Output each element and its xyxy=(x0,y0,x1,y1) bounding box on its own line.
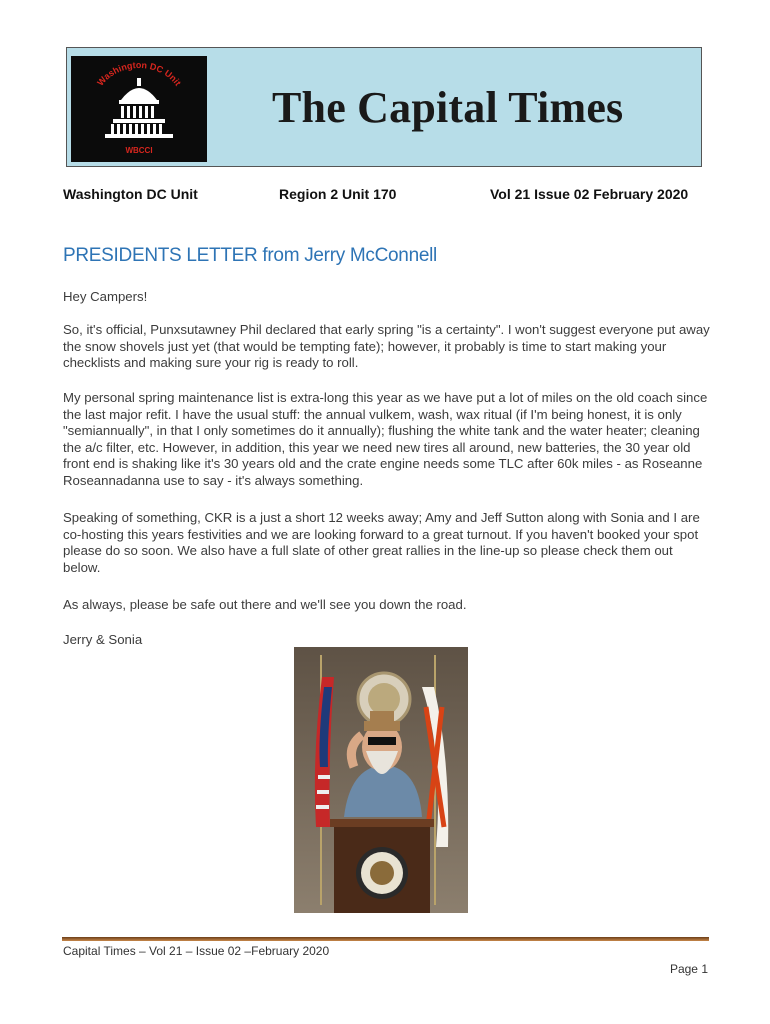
logo-top-text: Washington DC Unit xyxy=(95,59,183,88)
letter-paragraph-3: Speaking of something, CKR is a just a short 12 weeks away; Amy and Jeff Sutton along with Sonia and I are co-hosting this years festivities and we are looking forward to a great turnout. If you haven't booked your spot please do so soon. We also have a full slate of other great rallies in the line-up so please check them out below. xyxy=(63,510,700,575)
logo-bottom-text: WBCCI xyxy=(125,146,153,155)
issue-volume: Vol 21 Issue 02 February 2020 xyxy=(490,186,689,202)
footer-divider xyxy=(62,937,709,941)
letter-paragraph-4: As always, please be safe out there and we'll see you down the road. xyxy=(63,597,467,612)
letter-signoff: Jerry & Sonia xyxy=(63,632,143,647)
unit-logo xyxy=(71,56,207,162)
masthead-banner xyxy=(66,47,702,167)
letter-paragraph-1: So, it's official, Punxsutawney Phil declared that early spring "is a certainty". I won't suggest everyone put away the snow shovels just yet (that would be tempting fate); however, it probably is time to start making your checklists and making sure your rig is ready to roll. xyxy=(63,322,710,370)
president-podium-photo xyxy=(294,647,468,913)
page-number: Page 1 xyxy=(669,962,708,976)
footer-issue-text: Capital Times – Vol 21 – Issue 02 –February 2020 xyxy=(63,944,330,958)
letter-greeting: Hey Campers! xyxy=(63,289,148,304)
region-unit: Region 2 Unit 170 xyxy=(279,186,397,202)
unit-name: Washington DC Unit xyxy=(63,186,198,202)
presidents-letter-heading: PRESIDENTS LETTER from Jerry McConnell xyxy=(63,245,437,266)
letter-paragraph-2: My personal spring maintenance list is extra-long this year as we have put a lot of miles on the old coach since the last major refit. I have the usual stuff: the annual vulkem, wash, wax ritual (if I'm being honest, it is only "semiannually", in that I only sometimes do it annually); flushing the white tank and the water heater; cleaning the a/c filter, etc. However, in addition, this year we need new tires all around, new batteries, the 30 year old front end is shaking like it's 30 years old and the crate engine needs some TLC after 60k miles - as Roseanne Roseannadanna use to say - it's always something. xyxy=(63,390,708,488)
newsletter-title: The Capital Times xyxy=(272,83,624,132)
capitol-dome-icon xyxy=(71,56,207,162)
